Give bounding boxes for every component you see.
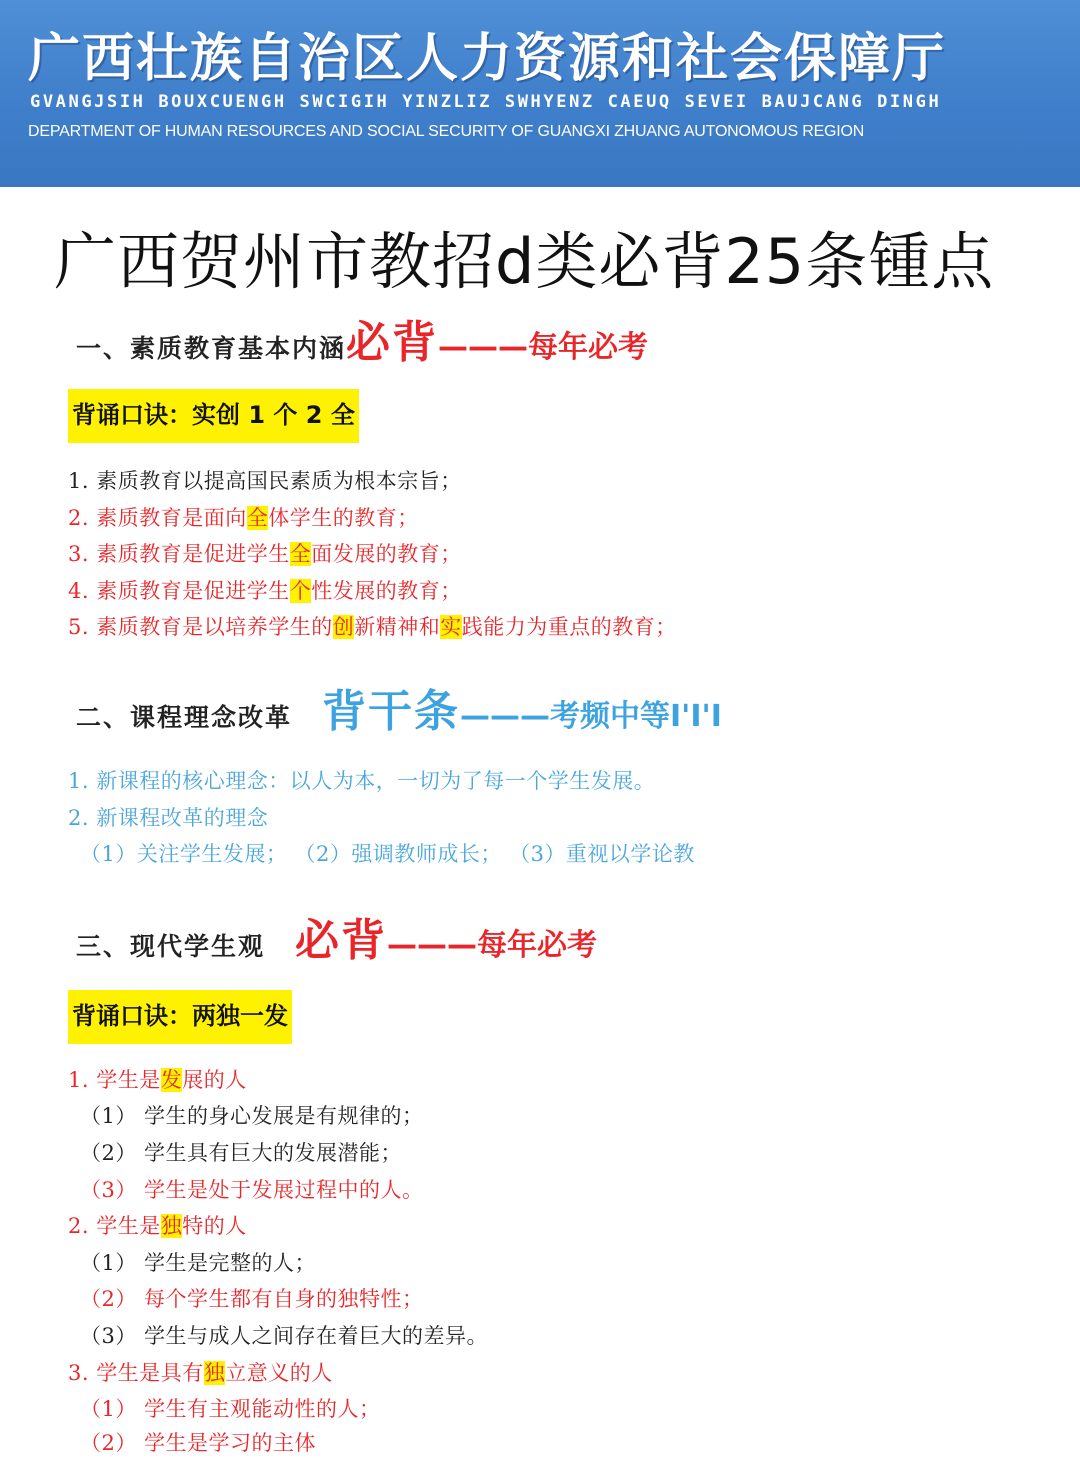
section1-item-4 <box>68 576 462 606</box>
section1-tag-sub: ———每年必考 <box>438 330 649 365</box>
section3-group-3 <box>68 1358 333 1388</box>
section1-item-3 <box>68 539 462 569</box>
section1-mnemonic: 背诵口诀：实创 1 个 2 全 <box>68 389 359 443</box>
item-highlight: 发 <box>160 1068 183 1092</box>
section1-heading-row <box>76 306 648 370</box>
section1-item-1 <box>68 466 462 496</box>
section2-item-1: 1. 新课程的核心理念：以人为本，一切为了每一个学生发展。 <box>68 769 656 793</box>
section3-g3-item-1: （1） 学生有主观能动性的人； <box>80 1397 381 1421</box>
section2-heading-row <box>76 675 722 739</box>
section2-item-2: 2. 新课程改革的理念 <box>68 806 269 830</box>
section3-g1-item-2: （2） 学生具有巨大的发展潜能； <box>80 1141 403 1165</box>
section3-g2-item-1: （1） 学生是完整的人； <box>80 1251 317 1275</box>
item-highlight: 实 <box>440 615 462 639</box>
section3-g1-item-1: （1） 学生的身心发展是有规律的； <box>80 1104 424 1128</box>
section3-tag: 必背 <box>295 915 388 966</box>
item-text: 2. 学生是 <box>68 1214 161 1238</box>
department-english-title: DEPARTMENT OF HUMAN RESOURCES AND SOCIAL SECURITY OF GUANGXI ZHUANG AUTONOMOUS REGION <box>28 123 865 140</box>
item-text: 3. 素质教育是促进学生 <box>68 542 290 566</box>
page-title: 广西贺州市教招d类必背25条锺点 <box>54 225 995 298</box>
section3-g2-item-2: （2） 每个学生都有自身的独特性； <box>80 1287 424 1311</box>
section1-heading: 一、素质教育基本内涵 <box>76 334 347 363</box>
item-text: 5. 素质教育是以培养学生的 <box>68 615 333 639</box>
item-text: 立意义的人 <box>225 1361 333 1385</box>
section3-g1-item-3: （3） 学生是处于发展过程中的人。 <box>80 1178 424 1202</box>
section3-mnemonic: 背诵口诀：两独一发 <box>68 990 292 1044</box>
item-highlight: 创 <box>332 615 355 639</box>
section2-item-3: （1）关注学生发展； （2）强调教师成长； （3）重视以学论教 <box>80 842 695 866</box>
item-text: 展的人 <box>182 1068 247 1092</box>
department-banner <box>0 0 1080 187</box>
section3-group-2 <box>68 1211 247 1241</box>
section3-g2-item-3: （3） 学生与成人之间存在着巨大的差异。 <box>80 1324 489 1348</box>
item-text: 1. 素质教育以提高国民素质为根本宗旨； <box>68 469 462 493</box>
item-highlight: 独 <box>203 1361 226 1385</box>
department-zhuang-title: GVANGJSIH BOUXCUENGH SWCIGIH YINZLIZ SWHYENZ CAEUQ SEVEI BAUJCANG DINGH <box>30 92 942 112</box>
section2-heading: 二、课程理念改革 <box>76 703 293 732</box>
item-highlight: 全 <box>246 506 269 530</box>
section3-tag-sub: ———每年必考 <box>387 928 598 963</box>
item-text: 2. 素质教育是面向 <box>68 506 247 530</box>
section1-tag: 必背 <box>346 317 439 368</box>
item-highlight: 全 <box>289 542 312 566</box>
item-text: 特的人 <box>182 1214 247 1238</box>
item-text: 新精神和 <box>354 615 441 639</box>
item-highlight: 个 <box>289 579 312 603</box>
item-text: 4. 素质教育是促进学生 <box>68 579 290 603</box>
item-text: 体学生的教育； <box>268 506 419 530</box>
item-text: 1. 学生是 <box>68 1068 161 1092</box>
item-text: 践能力为重点的教育； <box>461 615 677 639</box>
section3-g3-item-2: （2） 学生是学习的主体 <box>80 1431 317 1455</box>
item-highlight: 独 <box>160 1214 183 1238</box>
item-text: 3. 学生是具有 <box>68 1361 204 1385</box>
item-text: 性发展的教育； <box>311 579 462 603</box>
section3-heading-row <box>76 904 597 968</box>
department-title: 广西壮族自治区人力资源和社会保障厅 <box>28 29 947 89</box>
section3-group-1 <box>68 1065 247 1095</box>
section3-heading: 三、现代学生观 <box>76 932 266 961</box>
section2-tag-sub: ———考频中等I'I'I <box>460 699 722 734</box>
section1-item-5 <box>68 612 677 642</box>
item-text: 面发展的教育； <box>311 542 462 566</box>
section1-item-2 <box>68 503 419 533</box>
section2-tag: 背干条 <box>322 686 461 737</box>
